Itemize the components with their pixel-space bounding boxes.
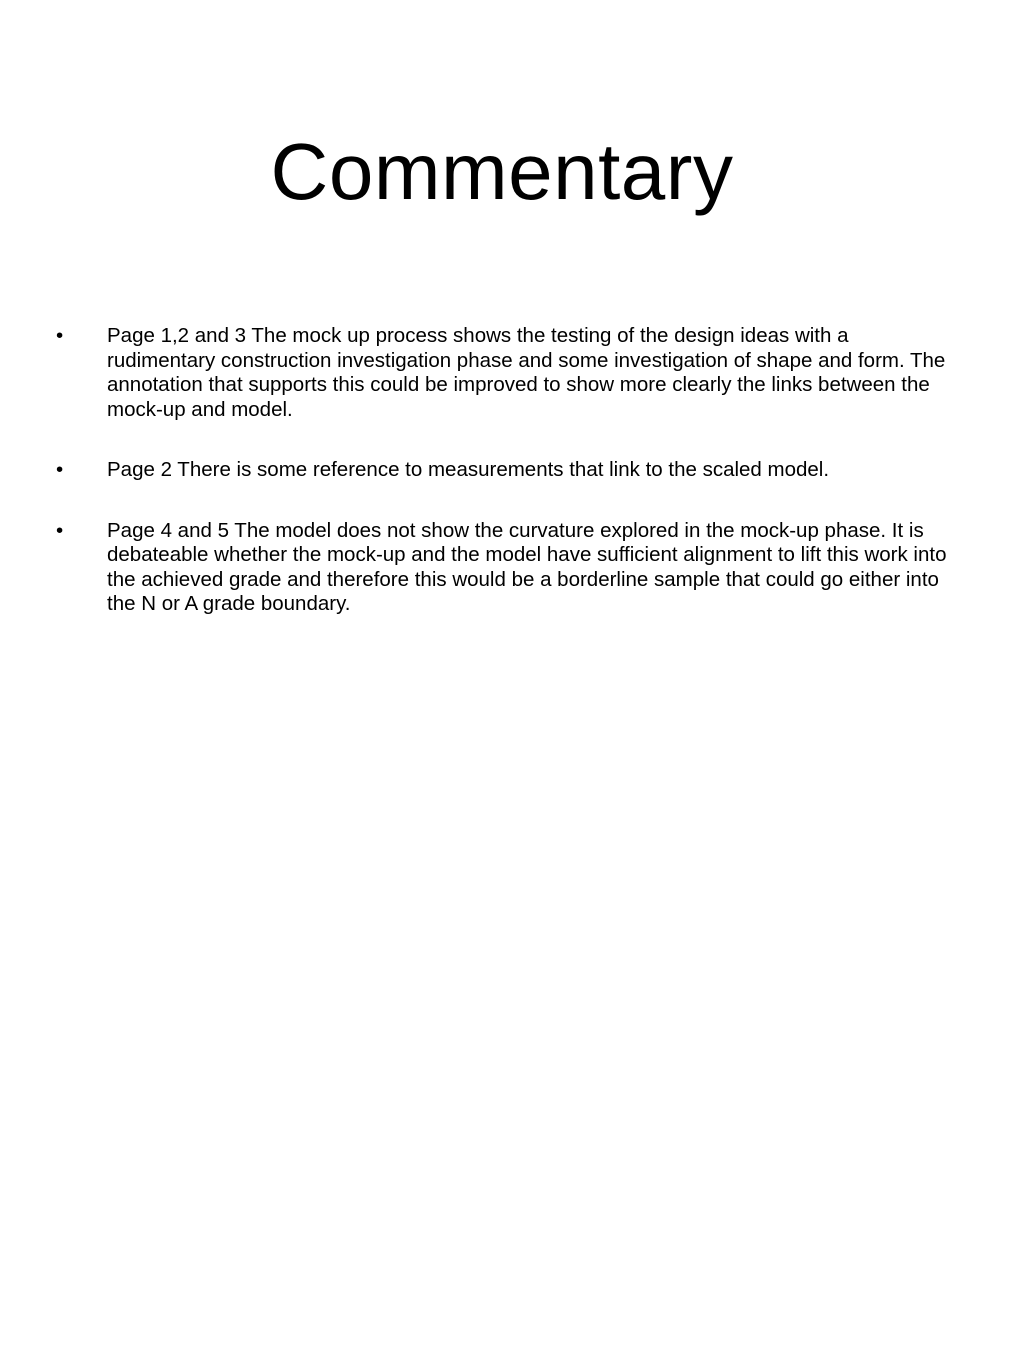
bullet-text: Page 2 There is some reference to measurements that link to the scaled model. (107, 458, 830, 481)
bullet-item-3 (56, 519, 956, 617)
bullet-icon: • (56, 324, 64, 347)
slide-title: Commentary (270, 127, 734, 216)
bullet-item-2 (56, 458, 956, 483)
bullet-text: Page 4 and 5 The model does not show the curvature explored in the mock-up phase. It is debateable whether the mock-up and the model have sufficient alignment to lift this work into the achieved grade and therefore this would be a borderline sample that could go either into the N or A grade boundary. (107, 518, 947, 615)
bullet-list (56, 324, 956, 653)
bullet-item-1 (56, 324, 956, 422)
bullet-text: Page 1,2 and 3 The mock up process shows the testing of the design ideas with a rudimentary construction investigation phase and some investigation of shape and form. The annotation that supports this could be improved to show more clearly the links between the mock-up and model. (107, 324, 946, 421)
bullet-icon: • (56, 458, 64, 481)
bullet-icon: • (56, 518, 64, 542)
